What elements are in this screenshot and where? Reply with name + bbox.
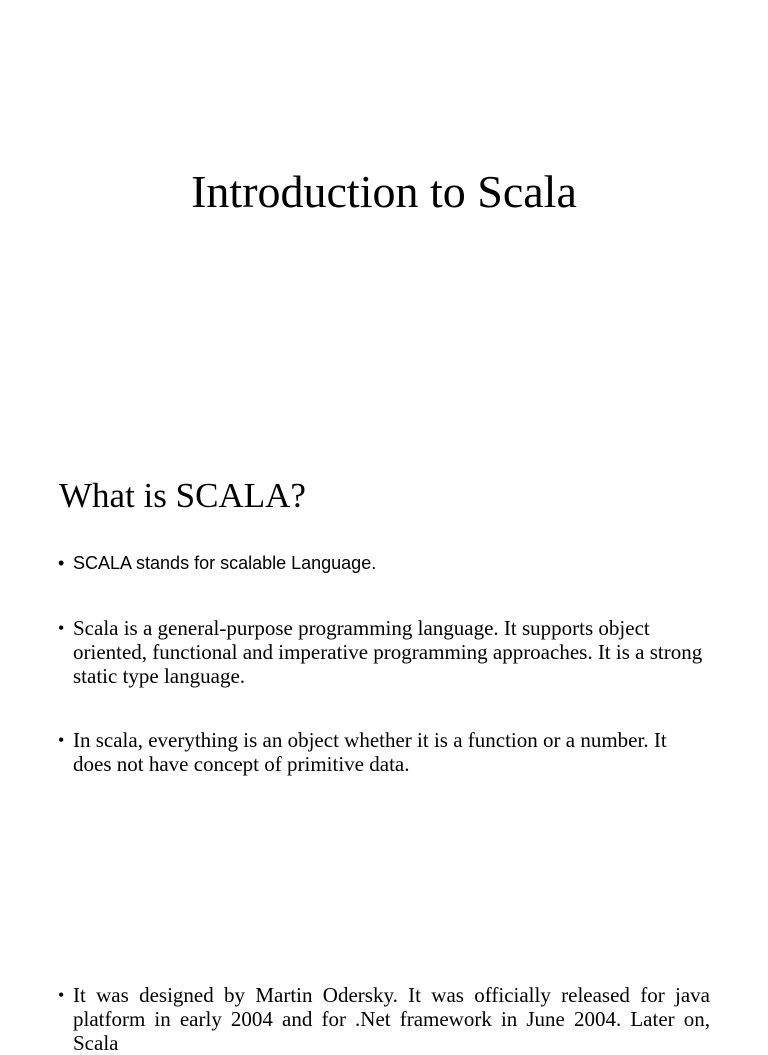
bullet-dot-icon: •: [58, 618, 65, 638]
bullet-dot-icon: •: [58, 553, 65, 573]
bullet-item: [58, 551, 710, 575]
bullet-text: Scala is a general-purpose programming language. It supports object oriented, functional and imperative programming approaches. It is a strong static type language.: [73, 616, 703, 688]
bullet-dot-icon: •: [58, 730, 65, 750]
slide-title: Introduction to Scala: [191, 166, 577, 217]
bullet-item: [58, 983, 710, 1055]
bullet-text: It was designed by Martin Odersky. It was officially released for java platform in early 2004 and for .Net framework in June 2004. Later on, Scala: [73, 983, 710, 1055]
bullet-text: SCALA stands for scalable Language.: [73, 553, 377, 573]
bullet-text: In scala, everything is an object whether it is a function or a number. It does not have concept of primitive data.: [73, 728, 667, 776]
bullet-dot-icon: •: [58, 985, 65, 1005]
section-heading: What is SCALA?: [59, 476, 306, 515]
bullet-item: [58, 728, 710, 776]
bullet-item: [58, 616, 710, 688]
